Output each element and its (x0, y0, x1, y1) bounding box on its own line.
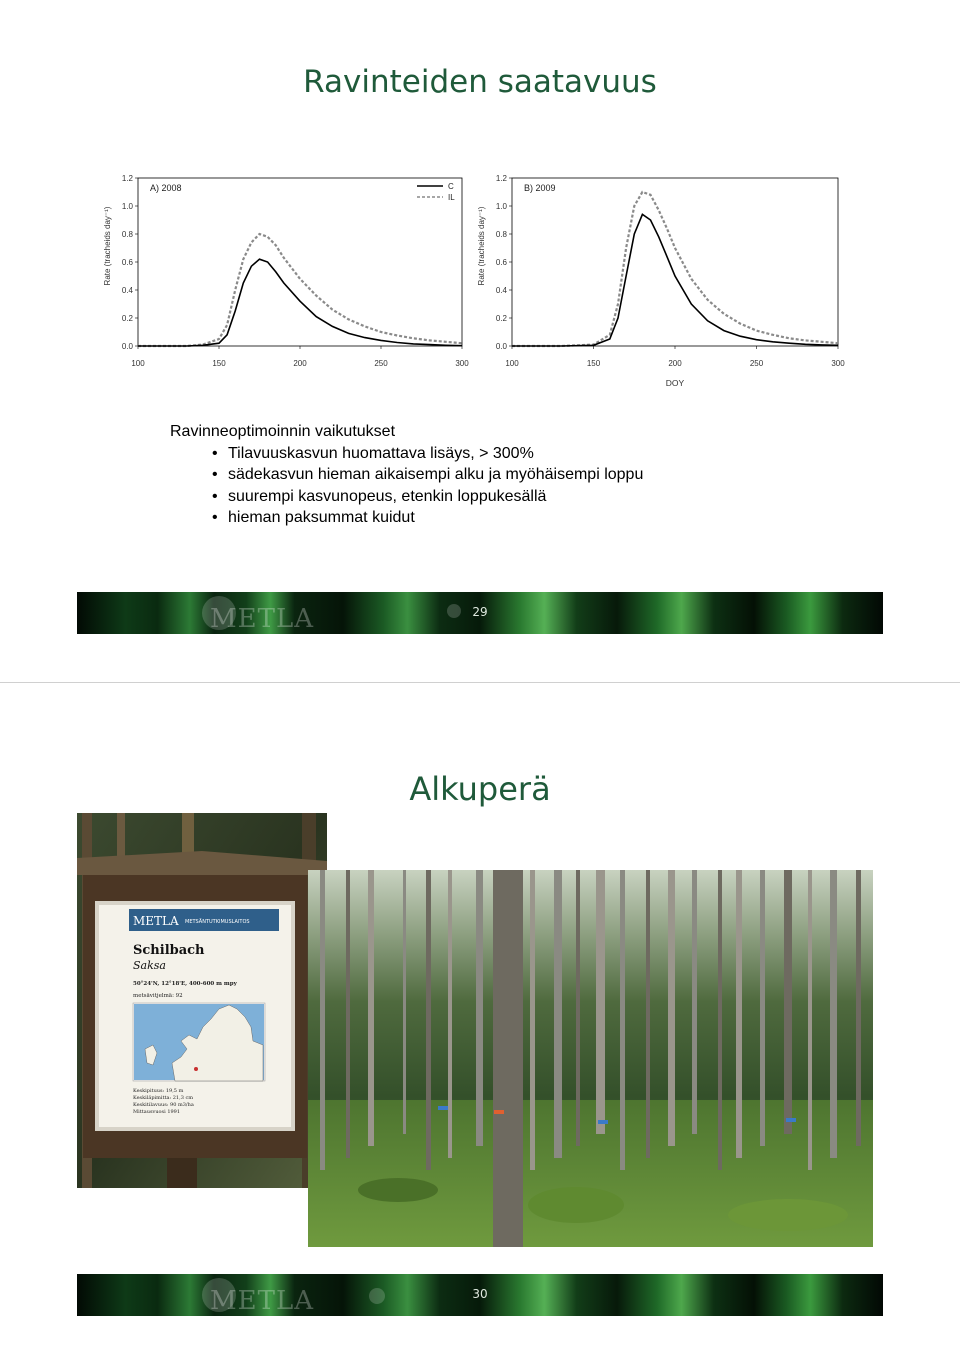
x-tick-label: 250 (374, 359, 388, 368)
legend-label: C (448, 182, 454, 191)
x-axis-label: DOY (665, 378, 685, 388)
series-line-c (138, 259, 462, 346)
slide-title: Alkuperä (409, 770, 551, 808)
y-tick-label: 0.0 (121, 342, 133, 351)
y-tick-label: 1.0 (121, 202, 133, 211)
series-line-c (512, 214, 838, 346)
sign-stat: Keskiläpimitta: 21,3 cm (133, 1095, 194, 1101)
bullet-item: • Tilavuuskasvun huomattava lisäys, > 300% (170, 443, 643, 465)
sign-photo (77, 813, 327, 1188)
page-number: 29 (472, 605, 488, 619)
x-tick-label: 200 (293, 359, 307, 368)
trunk-marking (598, 1120, 608, 1124)
tree-trunk (808, 870, 812, 1170)
tree-trunk (596, 870, 605, 1134)
y-tick-label: 1.0 (495, 202, 507, 211)
y-tick-label: 0.0 (495, 342, 507, 351)
legend-label: IL (448, 193, 455, 202)
x-tick-label: 250 (749, 359, 764, 368)
x-tick-label: 150 (212, 359, 226, 368)
bullet-dot-icon: • (212, 466, 218, 483)
x-tick-label: 300 (831, 359, 845, 368)
tree-trunk (448, 870, 452, 1158)
tree-trunk (668, 870, 675, 1146)
bullet-dot-icon: • (212, 444, 218, 462)
bullet-list (170, 421, 643, 529)
growth-rate-charts (100, 170, 860, 400)
y-tick-label: 0.8 (121, 230, 133, 239)
footer-band (77, 592, 883, 634)
series-line-il (512, 192, 838, 346)
sign-stat: Keskipituus: 19,5 m (133, 1088, 184, 1094)
tree-trunk (346, 870, 350, 1158)
forest-photo (308, 870, 873, 1247)
bullet-dot-icon: • (212, 487, 218, 505)
tree-trunk (554, 870, 562, 1158)
slide-title: Ravinteiden saatavuus (303, 64, 657, 100)
tree-trunk (646, 870, 650, 1158)
slide-29 (0, 0, 960, 683)
tree-trunk (403, 870, 406, 1134)
x-tick-label: 100 (131, 359, 145, 368)
trunk-marking (494, 1110, 504, 1114)
tree-trunk (856, 870, 861, 1146)
sign-place: Schilbach (133, 943, 205, 958)
sign-stand: metsävitjelmä: 92 (133, 993, 183, 999)
x-tick-label: 150 (586, 359, 601, 368)
bullet-item: • suurempi kasvunopeus, etenkin loppukesällä (170, 486, 643, 508)
x-tick-label: 100 (505, 359, 519, 368)
tree-trunk (718, 870, 722, 1170)
tree-trunk (830, 870, 837, 1158)
page-number: 30 (472, 1287, 488, 1301)
y-tick-label: 0.4 (495, 286, 507, 295)
tree-trunk (320, 870, 325, 1170)
bullet-item: • sädekasvun hieman aikaisempi alku ja myöhäisempi loppu (170, 464, 643, 486)
chart-frame (512, 178, 838, 346)
chart-title: B) 2009 (524, 183, 556, 193)
y-tick-label: 0.2 (495, 314, 507, 323)
sign-header: METLA (133, 914, 179, 928)
chart-frame (138, 178, 462, 346)
y-tick-label: 0.2 (121, 314, 133, 323)
tree-trunk (784, 870, 792, 1134)
trunk-marking (786, 1118, 796, 1122)
sign-country: Saksa (133, 959, 166, 972)
tree-trunk (736, 870, 742, 1158)
y-axis-label: Rate (tracheids day⁻¹) (103, 206, 112, 286)
metla-logo: METLA (210, 1286, 314, 1316)
y-tick-label: 1.2 (495, 174, 507, 183)
metla-logo: METLA (210, 604, 314, 634)
sign-header-sub: METSÄNTUTKIMUSLAITOS (185, 919, 250, 925)
footer-band (77, 1274, 883, 1316)
location-marker-icon (194, 1067, 198, 1071)
x-tick-label: 300 (455, 359, 469, 368)
y-tick-label: 0.6 (495, 258, 507, 267)
sign-stat: Mittausvuosi 1991 (133, 1109, 181, 1115)
y-tick-label: 0.8 (495, 230, 507, 239)
tree-trunk (426, 870, 431, 1170)
sign-stat: Keskitilavuus: 90 m3/ha (133, 1102, 194, 1108)
bullets-heading: Ravinneoptimoinnin vaikutukset (170, 423, 396, 440)
trunk-marking (438, 1106, 448, 1110)
tree-trunk (576, 870, 580, 1146)
y-tick-label: 0.6 (121, 258, 133, 267)
tree-trunk (692, 870, 697, 1134)
sign-coords: 50°24'N, 12°18'E, 400-600 m mpy (133, 981, 237, 987)
tree-trunk (476, 870, 483, 1146)
tree-trunk (760, 870, 765, 1146)
chart-title: A) 2008 (150, 183, 182, 193)
tree-trunk (530, 870, 535, 1170)
y-tick-label: 1.2 (121, 174, 133, 183)
y-tick-label: 0.4 (121, 286, 133, 295)
tree-trunk (368, 870, 374, 1146)
bullet-dot-icon: • (212, 509, 218, 526)
tree-trunk (493, 870, 523, 1247)
y-axis-label: Rate (tracheids day⁻¹) (477, 206, 486, 286)
bullet-item: • hieman paksummat kuidut (170, 507, 643, 529)
tree-trunk (620, 870, 625, 1170)
series-line-il (138, 234, 462, 346)
x-tick-label: 200 (668, 359, 682, 368)
